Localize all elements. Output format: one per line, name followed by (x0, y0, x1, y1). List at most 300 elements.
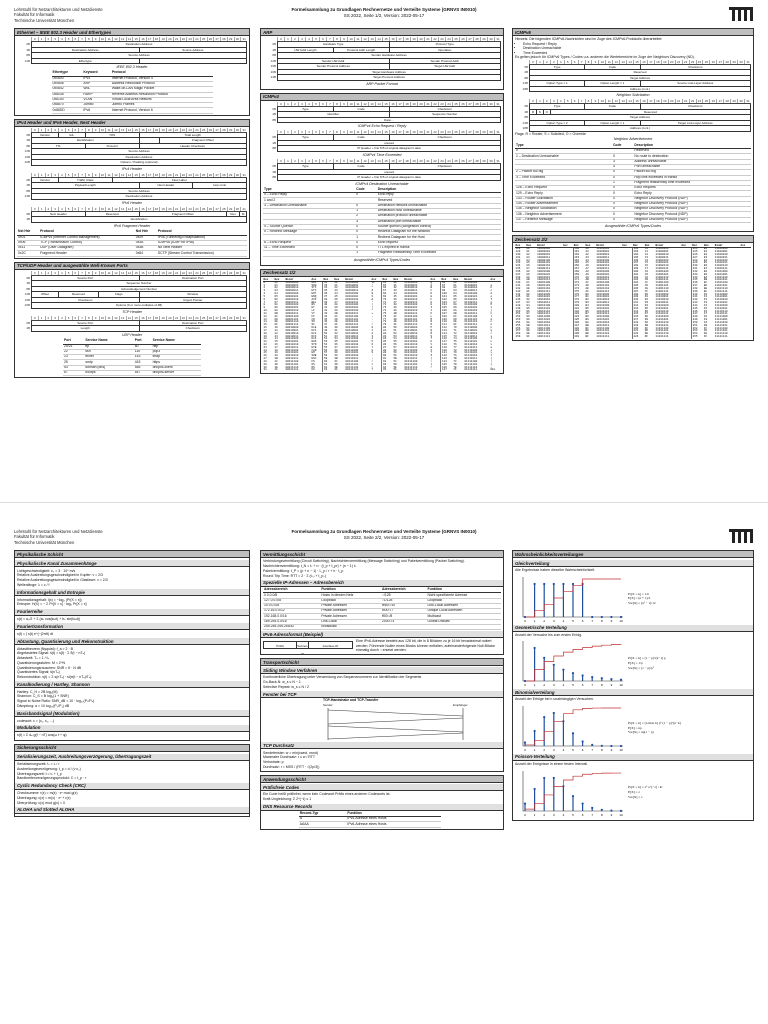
bit-index: 21 (424, 159, 431, 163)
bit-index: 29 (480, 102, 487, 106)
table-cell: 04 (274, 292, 278, 296)
switching-formulas (263, 564, 501, 579)
table-cell: 00010011 (285, 334, 299, 338)
table-cell: 10001110 (537, 286, 551, 290)
sliding-window-text: Kontinuierliche Übertragung unter Verwendung von Sequenznummern zur Identifikation der Segmente. (263, 675, 423, 680)
subsection-title: DNS Resource Records (261, 804, 503, 811)
section-title: Physikalische Schicht (15, 551, 249, 558)
institute-line: Fakultät für Informatik (14, 12, 55, 18)
pmf-point (534, 787, 536, 789)
table-cell: 01100001 (464, 283, 478, 287)
table-cell: 34 (323, 287, 334, 290)
table-cell: 10011000 (537, 315, 551, 319)
table-cell: 143 (134, 355, 152, 360)
formula-line: Relative Ausbreitungsgeschwindigkeit in Glasfaser: ν ≈ 2/3 (17, 578, 108, 583)
table-cell: 25 (334, 294, 338, 298)
table-cell: 63 (323, 369, 334, 372)
table-cell: 00000110 (285, 297, 299, 301)
table-cell: 175 (573, 291, 585, 294)
table-cell: 01101000 (464, 303, 478, 307)
bit-index: 22 (180, 207, 187, 211)
bit-index: 2 (45, 128, 52, 132)
header-field: Address (cont.) (530, 87, 751, 92)
table-cell: 07 (274, 300, 278, 304)
table-cell: 0 (515, 149, 612, 154)
bit-index: 4 (58, 316, 65, 320)
table-cell: 159 (515, 334, 521, 338)
table-cell: 10111101 (596, 329, 610, 333)
table-cell: 231 (692, 268, 704, 271)
table-cell: 83 (382, 336, 393, 339)
bit-index: 14 (375, 102, 382, 106)
table-cell: 26 (334, 297, 338, 301)
table-cell: 239 (692, 291, 704, 294)
bit-index: 7 (326, 102, 333, 106)
diagram-caption: IPv6 Fragment Header (113, 223, 151, 228)
table-cell: 183 (573, 313, 585, 316)
bit-index: 17 (396, 159, 403, 163)
table-cell: 11100101 (714, 261, 728, 265)
table-cell: No route to destination (633, 154, 751, 159)
table-cell: 50 (323, 333, 334, 336)
formula-line: Quantisiertes Signal: ŝ(nTₐ) (17, 670, 60, 675)
table-cell: 7C (453, 359, 457, 363)
table-cell: 66 (382, 287, 393, 290)
table-cell: 87 (526, 267, 530, 271)
table-cell: 00101100 (345, 314, 359, 318)
table-cell: 63 (453, 289, 457, 293)
table-cell: No Next Header (157, 246, 247, 251)
header-field: M (240, 212, 247, 217)
table-cell: 242 (692, 299, 704, 302)
table-cell: 80 (382, 327, 393, 330)
table-cell: 01000001 (404, 283, 418, 287)
bit-index: 28 (220, 37, 227, 41)
bit-index: 7 (78, 207, 85, 211)
table-cell: LF (311, 309, 315, 313)
table-cell: 11101011 (714, 278, 728, 282)
header-field: Identification (32, 138, 140, 143)
column-header: Dez (573, 244, 585, 248)
table-cell: SI (311, 323, 315, 327)
column-header: Dez (323, 278, 334, 282)
bit-index: 23 (186, 173, 193, 177)
header-field: Reserved (551, 110, 751, 115)
table-cell: 0 (355, 193, 377, 198)
header-field: Sender Hardware Address (278, 53, 501, 58)
table-cell: 188 (573, 328, 585, 331)
table-cell: A8 (585, 269, 589, 273)
table-cell: 10110111 (596, 312, 610, 316)
bit-index: 12 (112, 271, 119, 275)
column-header: Binär (464, 278, 490, 282)
byte-offset: 16B (270, 64, 276, 69)
formula-line: Quantisierungsstufen: M = 2^N (17, 660, 66, 665)
table-cell: 204 (632, 282, 644, 285)
table-cell: 110 (441, 321, 453, 324)
table-cell: 148 (515, 303, 521, 307)
distribution-plot (515, 575, 625, 623)
table-cell: 99 (526, 318, 530, 322)
bit-index: 4 (305, 159, 312, 163)
table-cell: 205 (632, 285, 644, 288)
table-cell: 115 (441, 336, 453, 339)
header-field: Next Header (32, 212, 86, 217)
header-field: Checksum (32, 298, 140, 303)
header-field: Offset (32, 292, 59, 297)
header-field: Hop Limit (193, 183, 247, 188)
table-cell: 98 (526, 315, 530, 319)
table-cell: 79 (453, 351, 457, 355)
table-cell: 233 (692, 274, 704, 277)
table-cell: 41 (393, 283, 397, 287)
table-body (17, 235, 247, 256)
table-cell: HT (311, 306, 315, 310)
table-cell: 00011010 (285, 354, 299, 358)
tick-label: 5 (572, 747, 574, 752)
table-cell: 20 (263, 337, 267, 341)
ports-table (63, 339, 201, 376)
distribution-formulas (628, 785, 663, 799)
bit-index: 25 (200, 271, 207, 275)
section-title: TCP/UDP Header und ausgewählte Well-Known Ports (15, 263, 249, 270)
tick-label: 6 (581, 812, 584, 817)
table-cell: 10110010 (596, 298, 610, 302)
table-cell: 01000011 (404, 289, 418, 293)
bit-index: 2 (45, 37, 52, 41)
distribution-row (515, 575, 751, 623)
table-cell: 14 (263, 320, 267, 324)
table-cell: 10101111 (596, 289, 610, 293)
formula-line: s(t) = a₀/2 + Σ (aₖ cos(kωt) + bₖ sin(kωt)) (17, 617, 81, 622)
table-cell: 150 (515, 309, 521, 313)
table-cell: d (490, 292, 493, 296)
table-cell: 65 (382, 285, 393, 288)
table-cell: ICMPv4 (Internet Control Management) (39, 235, 135, 240)
bit-index: 1 (38, 207, 45, 211)
university-logo (728, 528, 754, 544)
table-cell: 00000000 (285, 280, 299, 284)
byte-offset: 4B (26, 138, 30, 143)
bit-index: 22 (180, 316, 187, 320)
table-cell: STX (311, 286, 317, 290)
table-cell: F4 (703, 303, 708, 307)
byte-offset: 12B (270, 58, 276, 63)
bit-index: 29 (227, 316, 234, 320)
table-cell: AB (585, 278, 589, 282)
neighbor-solicitation-diagram (515, 65, 751, 93)
column-header: Asc (681, 244, 692, 248)
formula-line: s(f) = ∫ s(t) e^(−j2πft) dt (17, 631, 53, 636)
formula-line: Var[X] = (n² − 1)/12 (628, 601, 656, 606)
table-cell: 186 (573, 322, 585, 325)
table-cell: 191 (573, 336, 585, 339)
table-cell: AA (585, 275, 589, 279)
formula-line: Paketvermittlung: t_P = (p + n − 1) · L_p / r + n · t_p (263, 568, 344, 573)
bit-index: 14 (626, 99, 633, 103)
bit-index: 27 (466, 130, 473, 134)
table-cell: \ (430, 359, 433, 363)
table-cell: 01001011 (404, 311, 418, 315)
table-cell: 82 (526, 252, 530, 256)
bit-index: 11 (105, 207, 112, 211)
header-field: Source Address (32, 53, 247, 58)
table-cell: Destination port unreachable (377, 219, 501, 224)
table-cell: 85 (526, 261, 530, 265)
header-field: Type (278, 164, 334, 169)
bit-index: 22 (180, 271, 187, 275)
header-field: TTL (32, 144, 86, 149)
bit-index: 16 (139, 316, 146, 320)
bit-index: 14 (126, 128, 133, 132)
bit-index: 22 (431, 130, 438, 134)
table-cell: 160 (573, 248, 585, 251)
header-field: Destination Port (140, 321, 248, 326)
column-header: Record-Typ (299, 812, 347, 817)
bit-index: 25 (702, 60, 709, 64)
table-cell: 11001100 (655, 281, 669, 285)
table-cell: 00001010 (285, 309, 299, 313)
table-cell: F2 (703, 298, 708, 302)
bit-index: 4 (58, 173, 65, 177)
table-cell: AAAA (299, 822, 347, 827)
table-cell: 00001101 (285, 317, 299, 321)
bit-index: 10 (347, 159, 354, 163)
table-cell: imap (152, 355, 201, 360)
table-cell: 11100010 (714, 252, 728, 256)
header-row (263, 146, 501, 152)
table-cell: 52 (393, 331, 397, 335)
table-cell: 4 (263, 292, 266, 296)
tcp-arrows-graphic (323, 708, 473, 740)
table-cell: A5 (585, 261, 589, 265)
table-cell: 106 (441, 310, 453, 313)
table-cell: + (371, 311, 374, 315)
table-cell: E9 (703, 272, 708, 276)
table-cell: 36 (323, 293, 334, 296)
table-cell: 00000111 (285, 300, 299, 304)
table-cell: C5 (644, 261, 648, 265)
header-row (17, 217, 247, 223)
bit-index: 18 (153, 207, 160, 211)
ipv6-header-diagram (17, 178, 247, 200)
table-cell: 68 (382, 293, 393, 296)
table-cell: 03 (274, 289, 278, 293)
table-cell: 67 (63, 370, 84, 375)
table-cell: 139 (515, 278, 521, 282)
table-cell: 00111010 (345, 354, 359, 358)
bit-index: 3 (550, 99, 557, 103)
table-cell: 137 (515, 272, 521, 276)
table-cell: 224 (692, 248, 704, 251)
bit-index: 31 (240, 37, 247, 41)
table-cell: 01101011 (464, 311, 478, 315)
table-cell: 00110010 (345, 331, 359, 335)
table-cell: 36 (334, 343, 338, 346)
table-cell: ? (371, 368, 374, 372)
table-cell: 195 (632, 257, 644, 260)
table-cell: 4A (393, 309, 397, 313)
table-cell: 76 (453, 343, 457, 346)
table-cell: IPv6-Adresse eines Hosts (346, 822, 441, 827)
prefix-code-formulas (263, 797, 501, 803)
table-cell: h (490, 303, 493, 307)
table-cell: 91 (526, 295, 530, 299)
pmf-point (620, 616, 622, 618)
table-cell: 221 (632, 330, 644, 333)
bit-index: 10 (598, 99, 605, 103)
table-cell: 00101010 (345, 309, 359, 313)
bit-index: 0 (31, 173, 38, 177)
table-cell: 11010111 (655, 312, 669, 316)
bit-index: 13 (368, 102, 375, 106)
byte-offset: 4B (26, 217, 30, 222)
formula-line: Var[X] = (1 − p)/p² (628, 665, 654, 670)
table-cell: J (430, 309, 433, 313)
ip-header-section (14, 119, 250, 259)
table-cell: 179 (573, 302, 585, 305)
table-cell: Fragment Header (39, 251, 135, 256)
table-cell: 01010010 (404, 331, 418, 335)
page1-column-3 (512, 28, 754, 494)
bit-index: 12 (361, 102, 368, 106)
tick-label: 4 (562, 618, 565, 623)
distribution-title: Gleichverteilung (513, 560, 753, 567)
table-cell: 17 (274, 345, 278, 349)
table-cell: 237 (692, 285, 704, 288)
bit-index: 12 (112, 128, 119, 132)
ipv6-address-block (263, 639, 501, 653)
header-field: Header Checksum (140, 144, 248, 149)
table-cell: 99 (441, 290, 453, 293)
table-cell: 45 (393, 294, 397, 298)
table-cell: C6 (644, 264, 648, 268)
table-cell: 101 (441, 296, 453, 299)
bit-index: 13 (119, 37, 126, 41)
table-cell: 35 (334, 340, 338, 344)
table-cell: 1 (371, 328, 374, 332)
table-cell: 29 (334, 306, 338, 310)
table-cell: 01110001 (464, 328, 478, 332)
table-cell: 00 (274, 280, 278, 284)
table-cell: 3C (334, 359, 338, 363)
table-cell: 10100001 (596, 250, 610, 254)
header-field: Code (334, 164, 390, 169)
bit-index: 12 (112, 173, 119, 177)
header-field: Version (32, 178, 59, 183)
table-cell: 01 (274, 283, 278, 287)
bit-index: 7 (78, 37, 85, 41)
table-cell: L (430, 314, 433, 318)
bit-index: 6 (571, 60, 578, 64)
table-cell: 01111110 (464, 365, 478, 369)
bit-index: 0 (277, 37, 284, 41)
udp-header-diagram (17, 321, 247, 332)
formula-group (17, 568, 247, 588)
table-cell: 75 (382, 313, 393, 316)
bit-index: 9 (340, 102, 347, 106)
table-cell: Loopback (320, 598, 381, 603)
subsection-title: Informationsgehalt und Entropie (15, 589, 249, 596)
table-cell: F6 (703, 309, 708, 313)
table-cell: FC (703, 326, 708, 330)
table-cell: 182 (573, 311, 585, 314)
distribution-formulas (628, 656, 666, 670)
table-cell: 133 (515, 261, 521, 265)
bit-index: 5 (65, 173, 72, 177)
bit-index: 7 (78, 173, 85, 177)
table-cell: 2F (334, 323, 338, 327)
table-cell: CB (644, 278, 648, 282)
bit-index: 26 (207, 37, 214, 41)
ascii-table-2-section (512, 235, 754, 341)
table-cell: 01011001 (404, 351, 418, 355)
bit-index: 1 (38, 271, 45, 275)
byte-offset: 28B (522, 86, 528, 91)
column-header: Dez (692, 244, 704, 248)
table-cell: 173 (573, 285, 585, 288)
column-header: Dez (441, 278, 453, 282)
table-cell: 00011100 (285, 359, 299, 363)
section-title: ICMPv4 (261, 94, 503, 101)
table-cell: 10000100 (537, 258, 551, 262)
header-field: Type (530, 65, 585, 70)
column-header: Asc (371, 278, 382, 282)
bit-index: 20 (417, 130, 424, 134)
bit-index: 7 (578, 60, 585, 64)
header-field: Protocol Type (390, 42, 502, 47)
table-cell: 10111110 (596, 332, 610, 336)
table-cell: SP (371, 280, 375, 284)
table-cell: 4F (393, 323, 397, 327)
pmf-point (572, 672, 574, 674)
bit-index: 2 (291, 37, 298, 41)
table-cell: 01000000 (404, 280, 418, 284)
header-field: R (530, 110, 537, 115)
table-cell: f (490, 297, 493, 301)
table-cell: 4 – Source Quench (263, 224, 355, 229)
table-cell: 01101110 (464, 320, 478, 324)
icmpv6-intro-2: Es gelten jedoch für ICMPv6 Types / Codes u.a. anderen die Wertebereiche im Zuge der Neighbors Discovery (ND). (515, 55, 695, 60)
data-link-layer-section (14, 744, 250, 817)
table-cell: 64 (382, 281, 393, 284)
table-cell (381, 625, 427, 630)
table-cell: 42 (323, 310, 334, 313)
table-cell: 01001111 (404, 323, 418, 327)
table-cell: 50 (393, 326, 397, 330)
table-cell (263, 251, 355, 256)
formula-group (17, 617, 247, 623)
bit-index: 16 (139, 128, 146, 132)
bit-index: 26 (207, 207, 214, 211)
table-row (299, 822, 442, 827)
table-cell: 00100111 (345, 300, 359, 304)
table-cell (427, 625, 501, 630)
table-cell: 43 (393, 289, 397, 293)
bit-index: 1 (38, 128, 45, 132)
table-cell: CAN (311, 348, 317, 352)
table-cell: 10111010 (596, 320, 610, 324)
bit-index: 26 (709, 99, 716, 103)
column-header: Description (633, 144, 751, 149)
bit-index: 6 (72, 173, 79, 177)
table-cell: 168 (573, 271, 585, 274)
table-cell: 0 (612, 196, 633, 201)
bit-index: 13 (368, 159, 375, 163)
byte-offset: 0B (272, 164, 276, 168)
table-cell: 77 (453, 345, 457, 349)
table-cell: 138 (515, 275, 521, 279)
